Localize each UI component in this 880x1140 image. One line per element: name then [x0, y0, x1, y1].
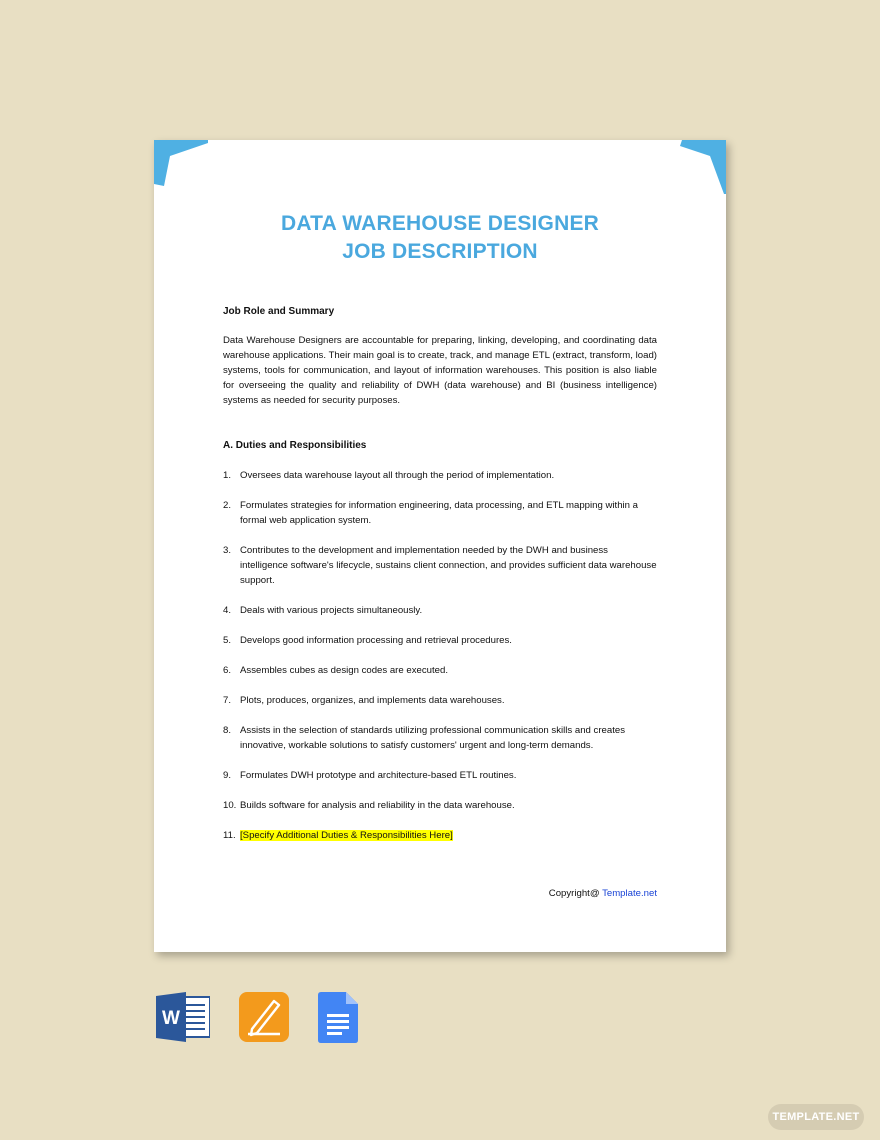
duty-number: 6.	[223, 665, 232, 676]
duty-text: Builds software for analysis and reliability in the data warehouse.	[240, 800, 515, 811]
duties-list	[223, 468, 657, 843]
duty-text: Formulates DWH prototype and architecture-based ETL routines.	[240, 770, 517, 781]
duty-number: 11.	[223, 830, 236, 841]
duty-number: 5.	[223, 635, 232, 646]
duty-number: 8.	[223, 725, 232, 736]
duty-text: Plots, produces, organizes, and implements data warehouses.	[240, 695, 505, 706]
duty-text: Formulates strategies for information engineering, data processing, and ETL mapping within a formal web application system.	[240, 500, 638, 526]
duty-number: 9.	[223, 770, 232, 781]
section-heading-role-summary: Job Role and Summary	[223, 306, 335, 317]
document-page	[154, 140, 726, 952]
title-line-1: DATA WAREHOUSE DESIGNER	[280, 212, 600, 235]
duty-item	[223, 543, 657, 588]
duty-item	[223, 798, 657, 813]
duty-item	[223, 723, 657, 753]
google-docs-icon[interactable]	[318, 992, 358, 1043]
duty-number: 4.	[223, 605, 232, 616]
pages-icon[interactable]	[239, 992, 289, 1042]
duty-item	[223, 768, 657, 783]
duty-item	[223, 603, 657, 618]
duty-item	[223, 828, 657, 843]
document-body	[223, 304, 657, 858]
duty-item	[223, 663, 657, 678]
duty-text: Assembles cubes as design codes are executed.	[240, 665, 448, 676]
duty-number: 2.	[223, 500, 232, 511]
duty-text: Contributes to the development and implementation needed by the DWH and business intelligence software's lifecycle, sustains client connection, and provides sufficient data warehouse support.	[240, 545, 657, 586]
corner-decoration-right	[680, 140, 726, 194]
duty-text: Develops good information processing and retrieval procedures.	[240, 635, 512, 646]
template-net-badge[interactable]: TEMPLATE.NET	[768, 1104, 864, 1130]
duty-number: 10.	[223, 800, 237, 811]
section-heading-duties: A. Duties and Responsibilities	[223, 440, 367, 451]
corner-decoration-left	[154, 140, 210, 186]
copyright-prefix: Copyright@	[548, 888, 603, 899]
word-icon[interactable]	[156, 992, 210, 1042]
duty-number: 7.	[223, 695, 232, 706]
duty-item	[223, 468, 657, 483]
document-title	[154, 210, 726, 266]
copyright-line	[549, 888, 657, 899]
word-icon-letter: W	[162, 1008, 180, 1029]
title-line-2: JOB DESCRIPTION	[342, 240, 538, 263]
duty-text: Assists in the selection of standards utilizing professional communication skills and creates innovative, workable solutions to satisfy customers' urgent and long-term demands.	[240, 725, 626, 751]
placeholder-highlight[interactable]: [Specify Additional Duties & Responsibilities Here]	[240, 830, 453, 841]
summary-paragraph: Data Warehouse Designers are accountable for preparing, linking, developing, and coordinating data warehouse applications. Their main goal is to create, track, and manage ETL (extract, transform, load) systems, tools for communication, and layout of information warehouses. This position is also liable for overseeing the quality and reliability of DWH (data warehouse) and BI (business intelligence) systems as needed for security purposes.	[223, 335, 657, 406]
duty-item	[223, 693, 657, 708]
duty-number: 1.	[223, 470, 232, 481]
duty-number: 3.	[223, 545, 232, 556]
duty-text: Oversees data warehouse layout all through the period of implementation.	[240, 470, 555, 481]
duty-text: Deals with various projects simultaneously.	[240, 605, 423, 616]
template-link[interactable]: Template.net	[602, 888, 657, 899]
duty-item	[223, 498, 657, 528]
duty-item	[223, 633, 657, 648]
